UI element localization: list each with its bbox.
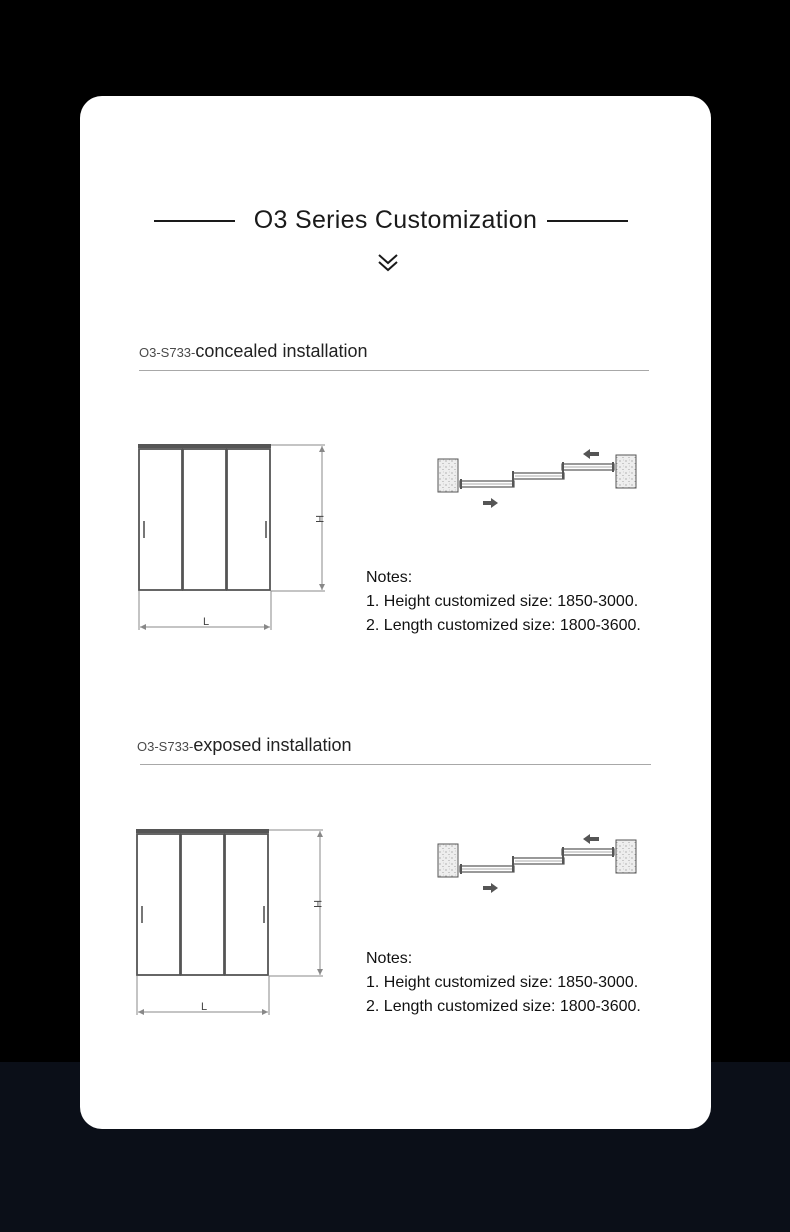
door-panel xyxy=(137,834,180,975)
door-elevation-drawing-concealed xyxy=(136,441,328,633)
arrow-right-icon xyxy=(483,883,498,893)
installation-type: exposed installation xyxy=(193,735,352,755)
product-code: O3-S733- xyxy=(139,345,196,360)
customization-card xyxy=(80,96,711,1129)
door-elevation-drawing-exposed xyxy=(134,826,326,1018)
wall-section-left xyxy=(438,844,458,877)
title-row xyxy=(80,200,711,240)
installation-type: concealed installation xyxy=(195,341,368,361)
door-panel xyxy=(181,834,224,975)
section-heading-exposed xyxy=(137,735,351,761)
notes-block-exposed xyxy=(366,947,641,1019)
notes-title: Notes: xyxy=(366,569,413,586)
height-dimension-label: H xyxy=(313,515,325,523)
arrow-right-icon xyxy=(483,498,498,508)
section-heading-concealed xyxy=(139,341,368,367)
note-item-length: 2. Length customized size: 1800-3600. xyxy=(366,998,641,1015)
product-code: O3-S733- xyxy=(137,739,194,754)
top-track xyxy=(136,829,269,833)
note-item-height: 1. Height customized size: 1850-3000. xyxy=(366,593,639,610)
door-handle xyxy=(263,906,265,923)
section-divider xyxy=(140,764,651,765)
note-item-length: 2. Length customized size: 1800-3600. xyxy=(366,617,641,634)
wall-section-right xyxy=(616,455,636,488)
sliding-plan-diagram-exposed xyxy=(433,826,643,896)
arrow-left-icon xyxy=(583,834,599,844)
sliding-plan-diagram-concealed xyxy=(433,441,643,511)
section-divider xyxy=(139,370,649,371)
height-dimension-label: H xyxy=(311,900,323,908)
door-handle xyxy=(265,521,267,538)
title-divider-right xyxy=(547,220,628,222)
wall-section-right xyxy=(616,840,636,873)
door-panel xyxy=(139,449,182,590)
page-title: O3 Series Customization xyxy=(253,206,538,234)
title-divider-left xyxy=(154,220,235,222)
door-handle xyxy=(141,906,143,923)
door-panel xyxy=(225,834,268,975)
double-chevron-down-icon xyxy=(376,252,400,274)
door-handle xyxy=(143,521,145,538)
door-panel xyxy=(227,449,270,590)
top-track xyxy=(138,444,271,448)
notes-title: Notes: xyxy=(366,950,413,967)
notes-block-concealed xyxy=(366,566,641,638)
wall-section-left xyxy=(438,459,458,492)
length-dimension-label: L xyxy=(202,616,210,628)
arrow-left-icon xyxy=(583,449,599,459)
length-dimension-label: L xyxy=(200,1001,208,1013)
note-item-height: 1. Height customized size: 1850-3000. xyxy=(366,974,639,991)
door-panel xyxy=(183,449,226,590)
